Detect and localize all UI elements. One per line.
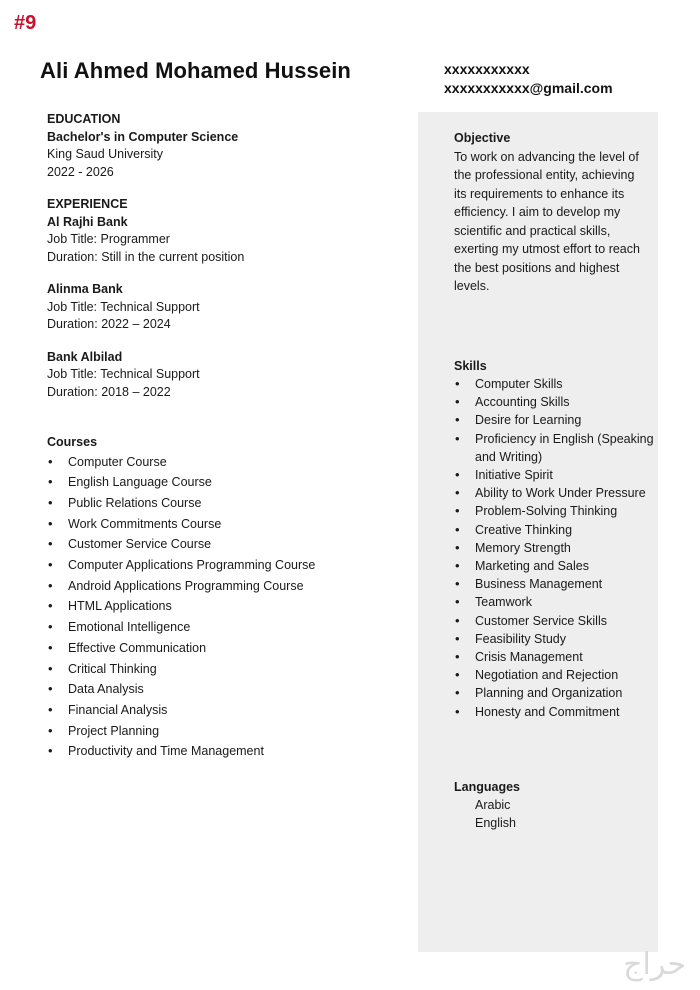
job-company: Bank Albilad: [47, 349, 123, 364]
languages-heading: Languages: [454, 779, 520, 794]
courses-heading: Courses: [47, 435, 98, 449]
main-column: [47, 111, 407, 762]
list-item: • Computer Course: [47, 452, 407, 473]
list-item: • Emotional Intelligence: [47, 617, 407, 638]
objective-heading: Objective: [454, 131, 511, 145]
list-item: • Computer Skills: [454, 375, 654, 393]
education-heading: EDUCATION: [47, 112, 121, 126]
phone-number: xxxxxxxxxxx: [444, 61, 530, 77]
education-years: 2022 - 2026: [47, 164, 114, 179]
job-title: Job Title: Technical Support: [47, 299, 200, 314]
list-item: • Feasibility Study: [454, 630, 654, 648]
languages-section: [454, 778, 654, 833]
skills-heading: Skills: [454, 358, 487, 373]
list-item: • Accounting Skills: [454, 393, 654, 411]
list-item: • Computer Applications Programming Course: [47, 555, 407, 576]
job-duration: Duration: 2022 – 2024: [47, 317, 171, 331]
language-item: Arabic: [475, 798, 511, 813]
experience-job: [47, 349, 407, 402]
email-address: xxxxxxxxxxx@gmail.com: [444, 80, 613, 96]
education-section: [47, 111, 407, 181]
list-item: • Customer Service Skills: [454, 612, 654, 630]
candidate-name: Ali Ahmed Mohamed Hussein: [40, 58, 351, 83]
objective-section: [454, 129, 654, 296]
list-item: • Honesty and Commitment: [454, 703, 654, 721]
list-item: • Data Analysis: [47, 679, 407, 700]
list-item: • Productivity and Time Management: [47, 741, 407, 762]
list-item: • Customer Service Course: [47, 534, 407, 555]
experience-section: [47, 196, 407, 266]
experience-heading: EXPERIENCE: [47, 197, 128, 211]
list-item: • Initiative Spirit: [454, 466, 654, 484]
courses-list: [47, 452, 407, 763]
objective-text: To work on advancing the level of the professional entity, achieving its requirements to enhance its efficiency. I aim to develop my scientific and practical skills, exerting my utmost effort to reach the best positions and highest levels.: [454, 149, 640, 293]
list-item: • Public Relations Course: [47, 493, 407, 514]
site-watermark: حراج: [623, 947, 686, 982]
list-item: • English Language Course: [47, 472, 407, 493]
education-school: King Saud University: [47, 147, 164, 161]
list-item: • Planning and Organization: [454, 684, 654, 702]
list-item: • Teamwork: [454, 593, 654, 611]
list-item: • Marketing and Sales: [454, 557, 654, 575]
sidebar-content: [454, 129, 654, 832]
job-company: Alinma Bank: [47, 282, 123, 296]
language-item: English: [475, 816, 516, 831]
list-item: • Crisis Management: [454, 648, 654, 666]
list-item: • Effective Communication: [47, 638, 407, 659]
list-item: • Negotiation and Rejection: [454, 666, 654, 684]
job-duration: Duration: Still in the current position: [47, 249, 245, 264]
courses-section: [47, 434, 407, 762]
experience-job: [47, 281, 407, 334]
list-item: • Proficiency in English (Speaking and Writing): [454, 430, 654, 466]
list-item: • Problem-Solving Thinking: [454, 502, 654, 520]
list-item: • Critical Thinking: [47, 659, 407, 680]
list-item: • Project Planning: [47, 721, 407, 742]
education-degree: Bachelor's in Computer Science: [47, 129, 239, 144]
job-duration: Duration: 2018 – 2022: [47, 384, 171, 399]
job-title: Job Title: Programmer: [47, 232, 170, 246]
list-item: • Ability to Work Under Pressure: [454, 484, 654, 502]
list-item: • Business Management: [454, 575, 654, 593]
list-item: • HTML Applications: [47, 596, 407, 617]
list-item: • Work Commitments Course: [47, 514, 407, 535]
list-item: • Android Applications Programming Course: [47, 576, 407, 597]
skills-section: [454, 357, 654, 721]
resume-number-tag: #9: [14, 12, 37, 34]
contact-info: [444, 60, 613, 98]
job-company: Al Rajhi Bank: [47, 214, 128, 229]
list-item: • Creative Thinking: [454, 521, 654, 539]
job-title: Job Title: Technical Support: [47, 367, 200, 381]
list-item: • Memory Strength: [454, 539, 654, 557]
list-item: • Desire for Learning: [454, 411, 654, 429]
list-item: • Financial Analysis: [47, 700, 407, 721]
skills-list: [454, 375, 654, 721]
